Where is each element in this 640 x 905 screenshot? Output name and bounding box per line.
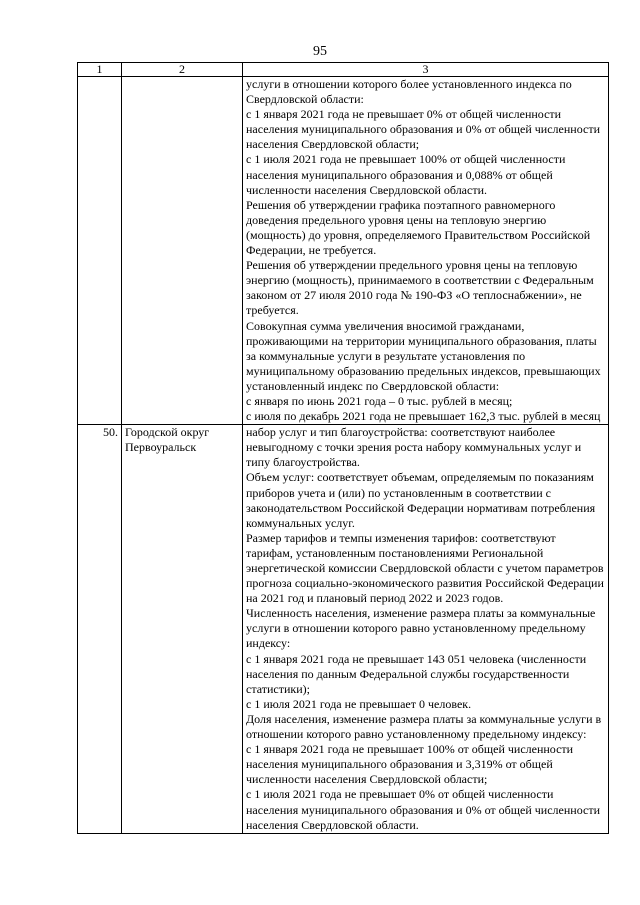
- header-col-1: 1: [78, 63, 122, 77]
- paragraph: услуги в отношении которого более установленного индекса по Свердловской области:: [246, 77, 572, 107]
- paragraph: с 1 июля 2021 года не превышает 0% от общей численности населения муниципального образования и 0% от общей численности населения Свердловской области.: [246, 787, 600, 832]
- row-number: [78, 77, 122, 425]
- paragraph: Численность населения, изменение размера платы за коммунальные услуги в отношении которого равно установленному предельному индексу:: [246, 606, 596, 651]
- municipality-name: Городской округ Первоуральск: [122, 425, 243, 834]
- paragraph: с 1 января 2021 года не превышает 143 051 человека (численности населения по данным Федеральной службы государственности статистики);: [246, 651, 587, 696]
- row-number: 50.: [78, 425, 122, 834]
- paragraph: с июля по декабрь 2021 года не превышает 162,3 тыс. рублей в месяц: [246, 409, 601, 424]
- paragraph: с 1 января 2021 года не превышает 0% от общей численности населения муниципального образования и 0% от общей численности населения Свердловской области;: [246, 107, 600, 152]
- paragraph: Решения об утверждении предельного уровня цены на тепловую энергию (мощность), принимаемого в соответствии с Федеральным законом от 27 июля 2010 года № 190-ФЗ «О теплоснабжении», не требуется.: [246, 258, 594, 318]
- paragraph: Решения об утверждении графика поэтапного равномерного доведения предельного уровня цены на тепловую энергию (мощность) до уровня, определяемого Правительством Российской Федерации, не требуется.: [246, 197, 591, 258]
- paragraph: Размер тарифов и темпы изменения тарифов: соответствуют тарифам, установленным постановлениями Региональной энергетической комиссии Свердловской области с учетом параметров прогноза социально-экономического развития Российской Федерации на 2021 год и плановый период 2022 и 2023 годов.: [246, 530, 604, 606]
- table-header-row: [78, 63, 609, 77]
- paragraph: Доля населения, изменение размера платы за коммунальные услуги в отношении которого равно установленному предельному индексу:: [246, 711, 602, 742]
- page-number: 95: [313, 44, 327, 59]
- paragraph: с 1 июля 2021 года не превышает 100% от общей численности населения муниципального образования и 0,088% от общей численности населения Свердловской области.: [246, 152, 566, 197]
- municipality-name: [122, 77, 243, 425]
- paragraph: Совокупная сумма увеличения вносимой гражданами, проживающими на территории муниципального образования, платы за коммунальные услуги в результате установления по муниципальному образованию предельных индексов, превышающих установленный индекс по Свердловской области:: [246, 318, 601, 393]
- table-row: [78, 77, 609, 425]
- paragraph: с января по июнь 2021 года – 0 тыс. рублей в месяц;: [246, 393, 513, 408]
- document-table: [77, 62, 609, 834]
- header-col-2: 2: [122, 63, 243, 77]
- paragraph: с 1 июля 2021 года не превышает 0 человек.: [246, 696, 472, 711]
- paragraph: набор услуг и тип благоустройства: соответствуют наиболее невыгодному с точки зрения роста набору коммунальных услуг и типу благоустройства.: [246, 425, 582, 470]
- row-content: [243, 77, 609, 425]
- row-content: [243, 425, 609, 834]
- table-row: [78, 425, 609, 834]
- header-col-3: 3: [243, 63, 609, 77]
- paragraph: Объем услуг: соответствует объемам, определяемым по показаниям приборов учета и (или) по установленным в соответствии с законодательством Российской Федерации нормативам потребления коммунальных услуг.: [246, 470, 596, 530]
- paragraph: с 1 января 2021 года не превышает 100% от общей численности населения муниципального образования и 3,319% от общей численности населения Свердловской области;: [246, 742, 574, 787]
